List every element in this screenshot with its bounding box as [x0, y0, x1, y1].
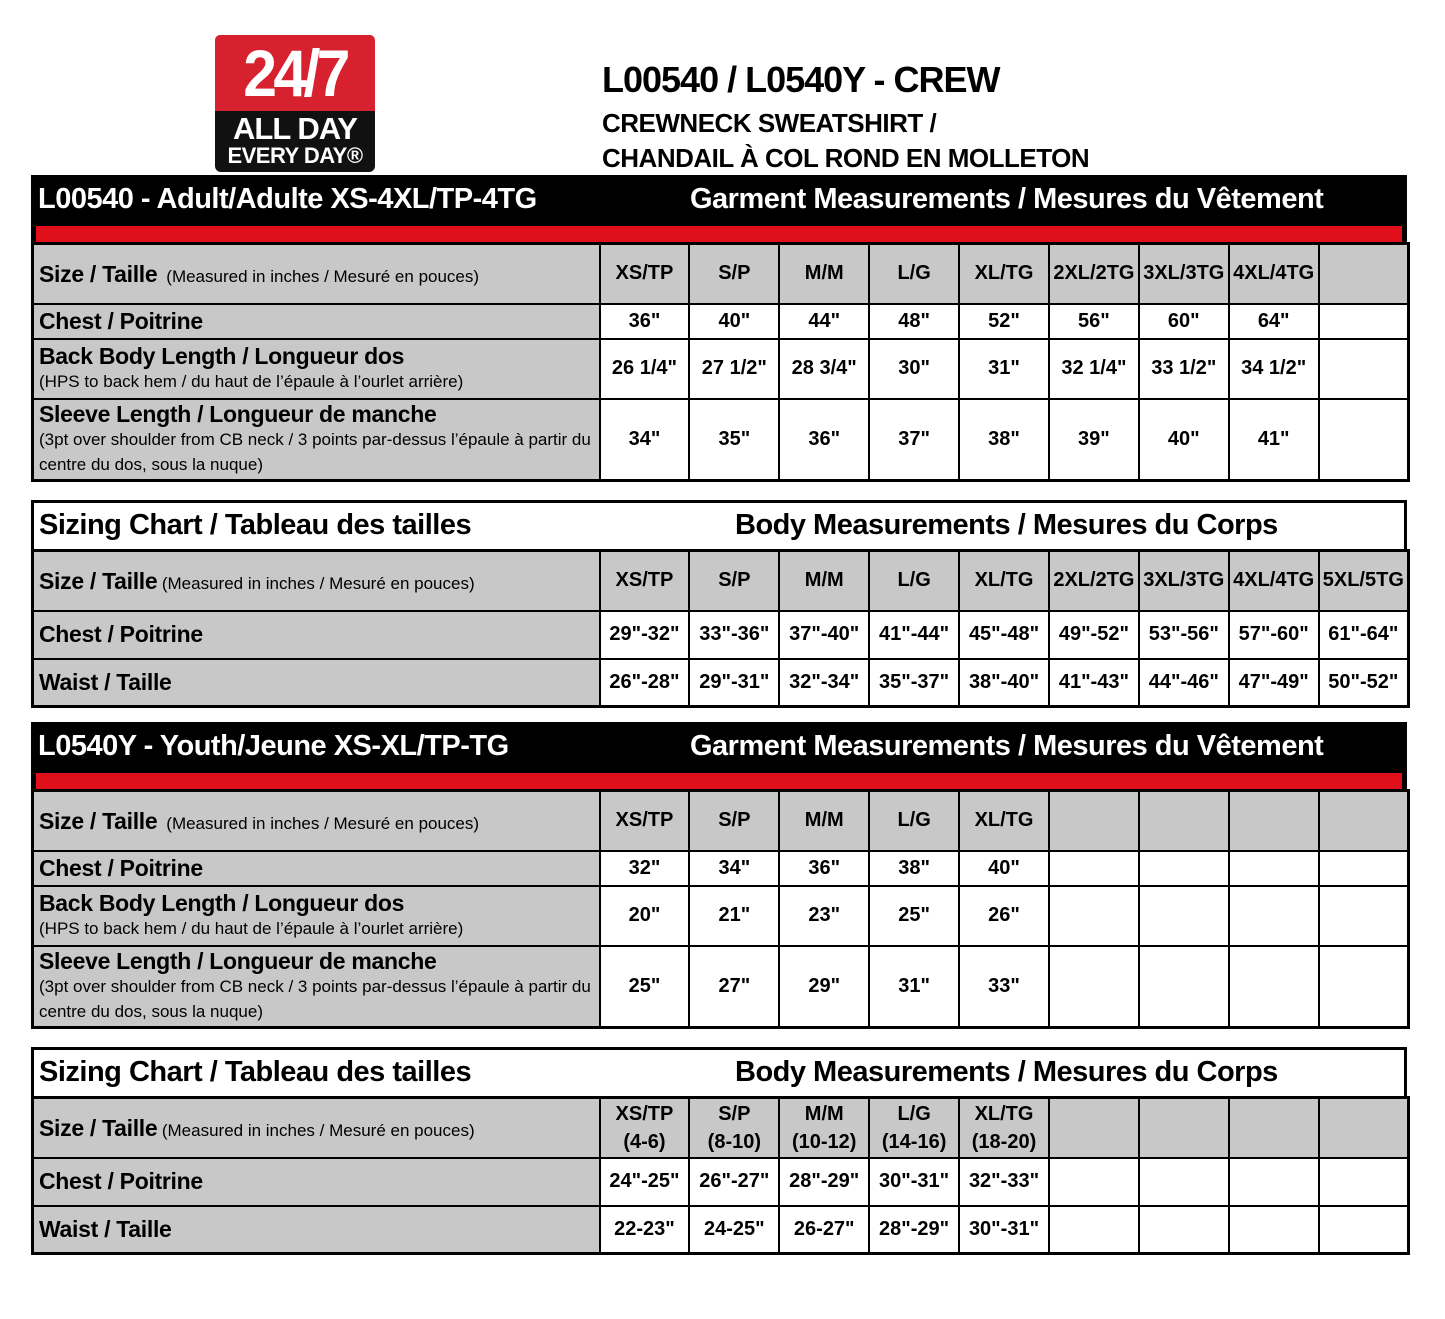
chest-cell [1319, 304, 1409, 339]
table-row [33, 659, 1409, 707]
back-length-cell: 26 1/4" [600, 339, 690, 399]
size-header-cell: 2XL/2TG [1049, 244, 1139, 304]
sleeve-length-cell: 38" [959, 399, 1049, 481]
adult-garment-subtitle: Garment Measurements / Mesures du Vêtement [690, 183, 1324, 215]
sleeve-length-cell: 41" [1229, 399, 1319, 481]
sleeve-length-row-label: Sleeve Length / Longueur de manche (3pt over shoulder from CB neck / 3 points par-dessus l’épaule à partir du centre du dos, sous la nuque) [33, 946, 600, 1028]
sleeve-length-cell: 36" [779, 399, 869, 481]
size-header-cell: 4XL/4TG [1229, 551, 1319, 611]
chest-cell: 38" [869, 851, 959, 886]
size-header-cell: S/P [689, 791, 779, 851]
waist-cell: 47"-49" [1229, 659, 1319, 707]
sleeve-length-cell [1139, 946, 1229, 1028]
sleeve-length-cell [1319, 399, 1409, 481]
waist-cell [1229, 1206, 1319, 1254]
back-length-cell [1319, 886, 1409, 946]
sleeve-length-cell [1049, 946, 1139, 1028]
chest-cell: 32" [600, 851, 690, 886]
chest-cell: 61"-64" [1319, 611, 1409, 659]
size-header-cell [1049, 791, 1139, 851]
youth-body-header-bar [31, 1047, 1407, 1099]
table-row [33, 1206, 1409, 1254]
size-header-cell [1139, 791, 1229, 851]
waist-cell: 26"-28" [600, 659, 690, 707]
size-header-cell [1139, 1098, 1229, 1158]
chest-cell: 60" [1139, 304, 1229, 339]
size-header-cell: M/M (10-12) [779, 1098, 869, 1158]
back-length-cell: 33 1/2" [1139, 339, 1229, 399]
table-row [33, 1098, 1409, 1158]
size-header-cell [1319, 791, 1409, 851]
size-header-cell: S/P [689, 551, 779, 611]
chest-cell [1049, 851, 1139, 886]
table-row [33, 611, 1409, 659]
adult-body-table [31, 549, 1410, 708]
brand-logo [215, 35, 375, 172]
size-header-cell: XS/TP (4-6) [600, 1098, 690, 1158]
logo-allday-text: ALL DAY [233, 111, 357, 146]
back-length-cell: 31" [959, 339, 1049, 399]
red-divider [36, 773, 1402, 789]
chest-cell: 26"-27" [689, 1158, 779, 1206]
adult-body-section [31, 500, 1407, 708]
sleeve-length-cell [1319, 946, 1409, 1028]
size-header-cell: 3XL/3TG [1139, 551, 1229, 611]
chest-cell: 33"-36" [689, 611, 779, 659]
waist-row-label: Waist / Taille [33, 1206, 600, 1254]
youth-garment-table [31, 789, 1410, 1029]
chest-cell: 29"-32" [600, 611, 690, 659]
back-length-row-label: Back Body Length / Longueur dos (HPS to back hem / du haut de l’épaule à l’ourlet arrière) [33, 886, 600, 946]
sleeve-length-cell: 31" [869, 946, 959, 1028]
table-row [33, 791, 1409, 851]
adult-garment-table [31, 242, 1410, 482]
youth-garment-section [31, 722, 1407, 1033]
size-header-cell: XL/TG [959, 551, 1049, 611]
chest-cell: 44" [779, 304, 869, 339]
logo-247-text: 24/7 [243, 36, 347, 110]
youth-garment-title: L0540Y - Youth/Jeune XS-XL/TP-TG [38, 730, 509, 762]
youth-garment-subtitle: Garment Measurements / Mesures du Vêtement [690, 730, 1324, 762]
back-length-cell: 23" [779, 886, 869, 946]
waist-cell: 30"-31" [959, 1206, 1049, 1254]
table-row [33, 304, 1409, 339]
chest-cell: 49"-52" [1049, 611, 1139, 659]
chest-cell: 45"-48" [959, 611, 1049, 659]
red-divider [36, 226, 1402, 242]
size-header-cell: XL/TG (18-20) [959, 1098, 1049, 1158]
chest-cell: 32"-33" [959, 1158, 1049, 1206]
table-row [33, 244, 1409, 304]
size-row-label: Size / Taille (Measured in inches / Mesuré en pouces) [33, 551, 600, 611]
size-header-cell [1049, 1098, 1139, 1158]
waist-cell: 35"-37" [869, 659, 959, 707]
size-header-cell [1229, 791, 1319, 851]
sleeve-length-cell: 40" [1139, 399, 1229, 481]
sleeve-length-cell: 27" [689, 946, 779, 1028]
waist-cell: 41"-43" [1049, 659, 1139, 707]
chest-cell [1049, 1158, 1139, 1206]
back-length-row-label: Back Body Length / Longueur dos (HPS to back hem / du haut de l’épaule à l’ourlet arrière) [33, 339, 600, 399]
waist-cell: 29"-31" [689, 659, 779, 707]
logo-everyday-text: EVERY DAY® [227, 143, 363, 168]
back-length-cell [1139, 886, 1229, 946]
chest-cell: 64" [1229, 304, 1319, 339]
size-header-cell: XL/TG [959, 791, 1049, 851]
table-row [33, 339, 1409, 399]
table-row [33, 946, 1409, 1028]
waist-row-label: Waist / Taille [33, 659, 600, 707]
page-title: L00540 / L0540Y - CREW [602, 59, 1000, 100]
sleeve-length-cell [1229, 946, 1319, 1028]
chest-cell: 57"-60" [1229, 611, 1319, 659]
chest-cell: 48" [869, 304, 959, 339]
sleeve-length-cell: 29" [779, 946, 869, 1028]
waist-cell [1049, 1206, 1139, 1254]
size-header-cell: 5XL/5TG [1319, 551, 1409, 611]
youth-body-title: Sizing Chart / Tableau des tailles [39, 1056, 472, 1088]
back-length-cell: 21" [689, 886, 779, 946]
chest-cell: 30"-31" [869, 1158, 959, 1206]
size-header-cell: 4XL/4TG [1229, 244, 1319, 304]
chest-cell: 41"-44" [869, 611, 959, 659]
back-length-cell: 27 1/2" [689, 339, 779, 399]
chest-row-label: Chest / Poitrine [33, 1158, 600, 1206]
page-subtitle-fr: CHANDAIL À COL ROND EN MOLLETON [602, 143, 1090, 173]
chest-cell: 34" [689, 851, 779, 886]
size-row-label: Size / Taille (Measured in inches / Mesuré en pouces) [33, 244, 600, 304]
back-length-cell: 28 3/4" [779, 339, 869, 399]
youth-body-subtitle: Body Measurements / Mesures du Corps [735, 1056, 1278, 1088]
chest-cell: 36" [600, 304, 690, 339]
chest-cell: 40" [689, 304, 779, 339]
table-row [33, 886, 1409, 946]
size-header-cell: L/G (14-16) [869, 1098, 959, 1158]
sleeve-length-cell: 34" [600, 399, 690, 481]
size-header-cell: XS/TP [600, 551, 690, 611]
chest-cell: 56" [1049, 304, 1139, 339]
waist-cell: 38"-40" [959, 659, 1049, 707]
size-row-label: Size / Taille (Measured in inches / Mesuré en pouces) [33, 791, 600, 851]
waist-cell: 44"-46" [1139, 659, 1229, 707]
chest-row-label: Chest / Poitrine [33, 304, 600, 339]
size-header-cell: XL/TG [959, 244, 1049, 304]
back-length-cell: 30" [869, 339, 959, 399]
back-length-cell: 25" [869, 886, 959, 946]
back-length-cell: 34 1/2" [1229, 339, 1319, 399]
chest-cell [1229, 1158, 1319, 1206]
back-length-cell: 26" [959, 886, 1049, 946]
waist-cell: 50"-52" [1319, 659, 1409, 707]
size-header-cell: XS/TP [600, 791, 690, 851]
youth-body-section [31, 1047, 1407, 1255]
chest-cell [1319, 851, 1409, 886]
back-length-cell [1319, 339, 1409, 399]
chest-cell: 28"-29" [779, 1158, 869, 1206]
sleeve-length-cell: 35" [689, 399, 779, 481]
size-header-cell: M/M [779, 244, 869, 304]
chest-cell [1139, 1158, 1229, 1206]
chest-cell [1319, 1158, 1409, 1206]
table-row [33, 551, 1409, 611]
sleeve-length-row-label: Sleeve Length / Longueur de manche (3pt over shoulder from CB neck / 3 points par-dessus l’épaule à partir du centre du dos, sous la nuque) [33, 399, 600, 481]
youth-garment-header-bar [31, 722, 1407, 792]
size-header-cell [1319, 1098, 1409, 1158]
page-subtitle-en: CREWNECK SWEATSHIRT / [602, 108, 937, 138]
size-header-cell: 2XL/2TG [1049, 551, 1139, 611]
table-row [33, 1158, 1409, 1206]
size-header-cell: XS/TP [600, 244, 690, 304]
size-header-cell [1319, 244, 1409, 304]
waist-cell: 22-23" [600, 1206, 690, 1254]
chest-cell: 37"-40" [779, 611, 869, 659]
size-header-cell [1229, 1098, 1319, 1158]
size-header-cell: L/G [869, 791, 959, 851]
waist-cell: 32"-34" [779, 659, 869, 707]
back-length-cell: 32 1/4" [1049, 339, 1139, 399]
size-header-cell: L/G [869, 551, 959, 611]
waist-cell: 26-27" [779, 1206, 869, 1254]
back-length-cell [1049, 886, 1139, 946]
adult-body-subtitle: Body Measurements / Mesures du Corps [735, 509, 1278, 541]
waist-cell [1319, 1206, 1409, 1254]
chest-row-label: Chest / Poitrine [33, 851, 600, 886]
chest-cell [1229, 851, 1319, 886]
waist-cell: 28"-29" [869, 1206, 959, 1254]
adult-garment-title: L00540 - Adult/Adulte XS-4XL/TP-4TG [38, 183, 537, 215]
size-header-cell: M/M [779, 791, 869, 851]
table-row [33, 399, 1409, 481]
chest-cell: 24"-25" [600, 1158, 690, 1206]
chest-cell [1139, 851, 1229, 886]
size-header-cell: M/M [779, 551, 869, 611]
size-header-cell: 3XL/3TG [1139, 244, 1229, 304]
sleeve-length-cell: 25" [600, 946, 690, 1028]
sleeve-length-cell: 33" [959, 946, 1049, 1028]
size-header-cell: S/P (8-10) [689, 1098, 779, 1158]
youth-body-table [31, 1096, 1410, 1255]
waist-cell [1139, 1206, 1229, 1254]
sleeve-length-cell: 37" [869, 399, 959, 481]
adult-body-title: Sizing Chart / Tableau des tailles [39, 509, 472, 541]
table-row [33, 851, 1409, 886]
adult-garment-section [31, 175, 1407, 486]
adult-garment-header-bar [31, 175, 1407, 245]
back-length-cell [1229, 886, 1319, 946]
chest-row-label: Chest / Poitrine [33, 611, 600, 659]
chest-cell: 36" [779, 851, 869, 886]
sleeve-length-cell: 39" [1049, 399, 1139, 481]
size-header-cell: L/G [869, 244, 959, 304]
chest-cell: 52" [959, 304, 1049, 339]
waist-cell: 24-25" [689, 1206, 779, 1254]
chest-cell: 40" [959, 851, 1049, 886]
size-row-label: Size / Taille (Measured in inches / Mesuré en pouces) [33, 1098, 600, 1158]
size-header-cell: S/P [689, 244, 779, 304]
chest-cell: 53"-56" [1139, 611, 1229, 659]
adult-body-header-bar [31, 500, 1407, 552]
back-length-cell: 20" [600, 886, 690, 946]
